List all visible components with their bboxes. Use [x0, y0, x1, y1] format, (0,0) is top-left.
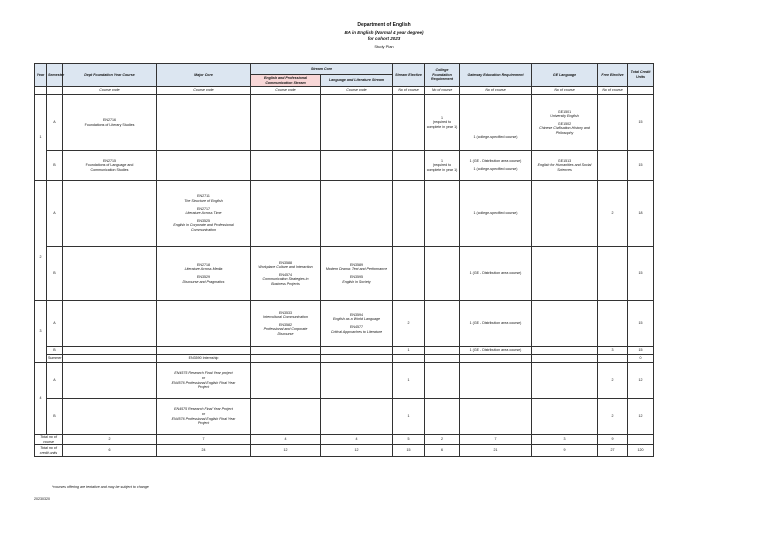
col-semester: Semester: [47, 64, 63, 87]
table-row: [35, 363, 654, 399]
gateway-cell: 1 (college-specified course): [460, 95, 532, 151]
semester-cell: Summer: [47, 355, 63, 363]
subhdr-elective: No of course: [393, 87, 425, 95]
col-total-credit: Total Credit Units: [628, 64, 654, 87]
gateway-cell: 1 (GE - Distribution area course) 1 (college-specified course): [460, 151, 532, 181]
col-stream-core: Stream Core: [251, 64, 393, 75]
total-units-label: Total no of credit units: [35, 445, 63, 457]
free-elective-cell: 2: [598, 181, 628, 247]
col-lang-lit-stream: Language and Literature Stream: [321, 75, 393, 87]
total-course-major: 7: [157, 435, 251, 445]
college-cell: 1 (required to complete in year 1): [425, 151, 460, 181]
dept-cell: EN2715 Foundations of Language and Communication Studies: [63, 151, 157, 181]
ge-cell: GE1501 University English GE1502 Chinese Civilisation-History and Philosophy: [532, 95, 598, 151]
dept-cell: EN2716 Foundations of Literary Studies: [63, 95, 157, 151]
total-course-ge: 3: [532, 435, 598, 445]
cohort-title: for cohort 2023: [367, 36, 401, 41]
ep-stream-cell: EN3533 Intercultural Communication EN3582 Professional and Corporate Discourse: [251, 301, 321, 347]
free-elective-cell: 3: [598, 347, 628, 355]
department-title: Department of English: [357, 22, 411, 28]
ll-stream-cell: EN3589 Modern Drama: Text and Performance EN3595 English in Society: [321, 247, 393, 301]
subhdr-free: No of course: [598, 87, 628, 95]
major-cell: EN4575 Research Final Year project or EN4576 Professional English Final Year Project: [157, 363, 251, 399]
col-college-foundation: College Foundation Requirement: [425, 64, 460, 87]
table-row: [35, 355, 654, 363]
total-course-gateway: 7: [460, 435, 532, 445]
stream-elective-cell: 1: [393, 363, 425, 399]
total-cell: 15: [628, 301, 654, 347]
year-cell: 3: [35, 301, 47, 363]
total-course-college: 2: [425, 435, 460, 445]
ep-stream-cell: EN3588 Workplace Culture and Interaction EN4574 Communication Strategies in Business Projects: [251, 247, 321, 301]
col-english-prof-stream: English and Professional Communication Stream: [251, 75, 321, 87]
col-stream-elective: Stream Elective: [393, 64, 425, 87]
total-units-ep: 12: [251, 445, 321, 457]
semester-cell: A: [47, 363, 63, 399]
year-cell: 4: [35, 363, 47, 435]
table-row: [35, 301, 654, 347]
subhdr-ge: No of course: [532, 87, 598, 95]
total-course-elective: 5: [393, 435, 425, 445]
total-units-row: [35, 445, 654, 457]
semester-cell: A: [47, 181, 63, 247]
subhdr-ep: Course code: [251, 87, 321, 95]
total-cell: 12: [628, 399, 654, 435]
col-year: Year: [35, 64, 47, 87]
total-units-gateway: 21: [460, 445, 532, 457]
free-elective-cell: 2: [598, 363, 628, 399]
programme-title: BA in English (Normal 4 year degree): [344, 30, 424, 35]
ge-cell: GE1513 English for Humanities and Social Sciences: [532, 151, 598, 181]
major-cell: EN2718 Literature Across Media EN3529 Discourse and Pragmatics: [157, 247, 251, 301]
col-gateway: Gateway Education Requirement: [460, 64, 532, 87]
table-row: [35, 151, 654, 181]
study-plan-label: Study Plan: [374, 44, 394, 49]
total-units-major: 24: [157, 445, 251, 457]
semester-cell: B: [47, 151, 63, 181]
semester-cell: A: [47, 95, 63, 151]
total-course-label: Total no of course: [35, 435, 63, 445]
total-course-row: [35, 435, 654, 445]
ll-stream-cell: EN3594 English as a World Language EN4577 Critical Approaches to Literature: [321, 301, 393, 347]
stream-elective-cell: 1: [393, 347, 425, 355]
subhdr-major: Course code: [157, 87, 251, 95]
total-units-elective: 15: [393, 445, 425, 457]
col-free-elective: Free Elective: [598, 64, 628, 87]
total-cell: 15: [628, 347, 654, 355]
table-row: [35, 181, 654, 247]
stream-elective-cell: 1: [393, 399, 425, 435]
total-units-free: 27: [598, 445, 628, 457]
table-row: [35, 399, 654, 435]
total-cell: 15: [628, 95, 654, 151]
total-units-ge: 9: [532, 445, 598, 457]
table-row: [35, 95, 654, 151]
gateway-cell: 1 (GE - Distribution area course): [460, 347, 532, 355]
subhdr-ll: Course code: [321, 87, 393, 95]
subhdr-dept: Course code: [63, 87, 157, 95]
major-cell: EN4575 Research Final Year Project or EN4576 Professional English Final Year Project: [157, 399, 251, 435]
footnote: *courses offering are tentative and may be subject to change: [52, 485, 149, 489]
document-date: 20230320: [34, 497, 50, 501]
gateway-cell: 1 (GE - Distribution area course): [460, 247, 532, 301]
study-plan-table: [34, 63, 654, 457]
total-course-free: 9: [598, 435, 628, 445]
semester-cell: B: [47, 399, 63, 435]
semester-cell: B: [47, 247, 63, 301]
total-units-total: 120: [628, 445, 654, 457]
total-units-ll: 12: [321, 445, 393, 457]
college-cell: 1 (required to complete in year 1): [425, 95, 460, 151]
subhdr-gateway: No of course: [460, 87, 532, 95]
total-units-dept: 6: [63, 445, 157, 457]
subhdr-college: No of course: [425, 87, 460, 95]
col-major-core: Major Core: [157, 64, 251, 87]
major-cell: EN2711 The Structure of English EN2717 Literature Across Time EN3525 English in Corporate and Professional Communication: [157, 181, 251, 247]
total-course-dept: 2: [63, 435, 157, 445]
total-cell: 18: [628, 181, 654, 247]
year-cell: 2: [35, 181, 47, 301]
total-cell: 15: [628, 247, 654, 301]
gateway-cell: 1 (college-specified course): [460, 181, 532, 247]
total-course-ep: 4: [251, 435, 321, 445]
semester-cell: A: [47, 301, 63, 347]
table-row: [35, 247, 654, 301]
year-cell: 1: [35, 95, 47, 181]
total-course-ll: 4: [321, 435, 393, 445]
semester-cell: B: [47, 347, 63, 355]
total-cell: 0: [628, 355, 654, 363]
total-cell: 15: [628, 151, 654, 181]
total-units-college: 6: [425, 445, 460, 457]
col-dept-foundation: Dept Foundation Year Course: [63, 64, 157, 87]
total-cell: 12: [628, 363, 654, 399]
table-row: [35, 347, 654, 355]
gateway-cell: 1 (GE - Distribution area course): [460, 301, 532, 347]
free-elective-cell: 2: [598, 399, 628, 435]
stream-elective-cell: 2: [393, 301, 425, 347]
col-ge-language: GE Language: [532, 64, 598, 87]
major-cell: EN3590 Internship: [157, 355, 251, 363]
